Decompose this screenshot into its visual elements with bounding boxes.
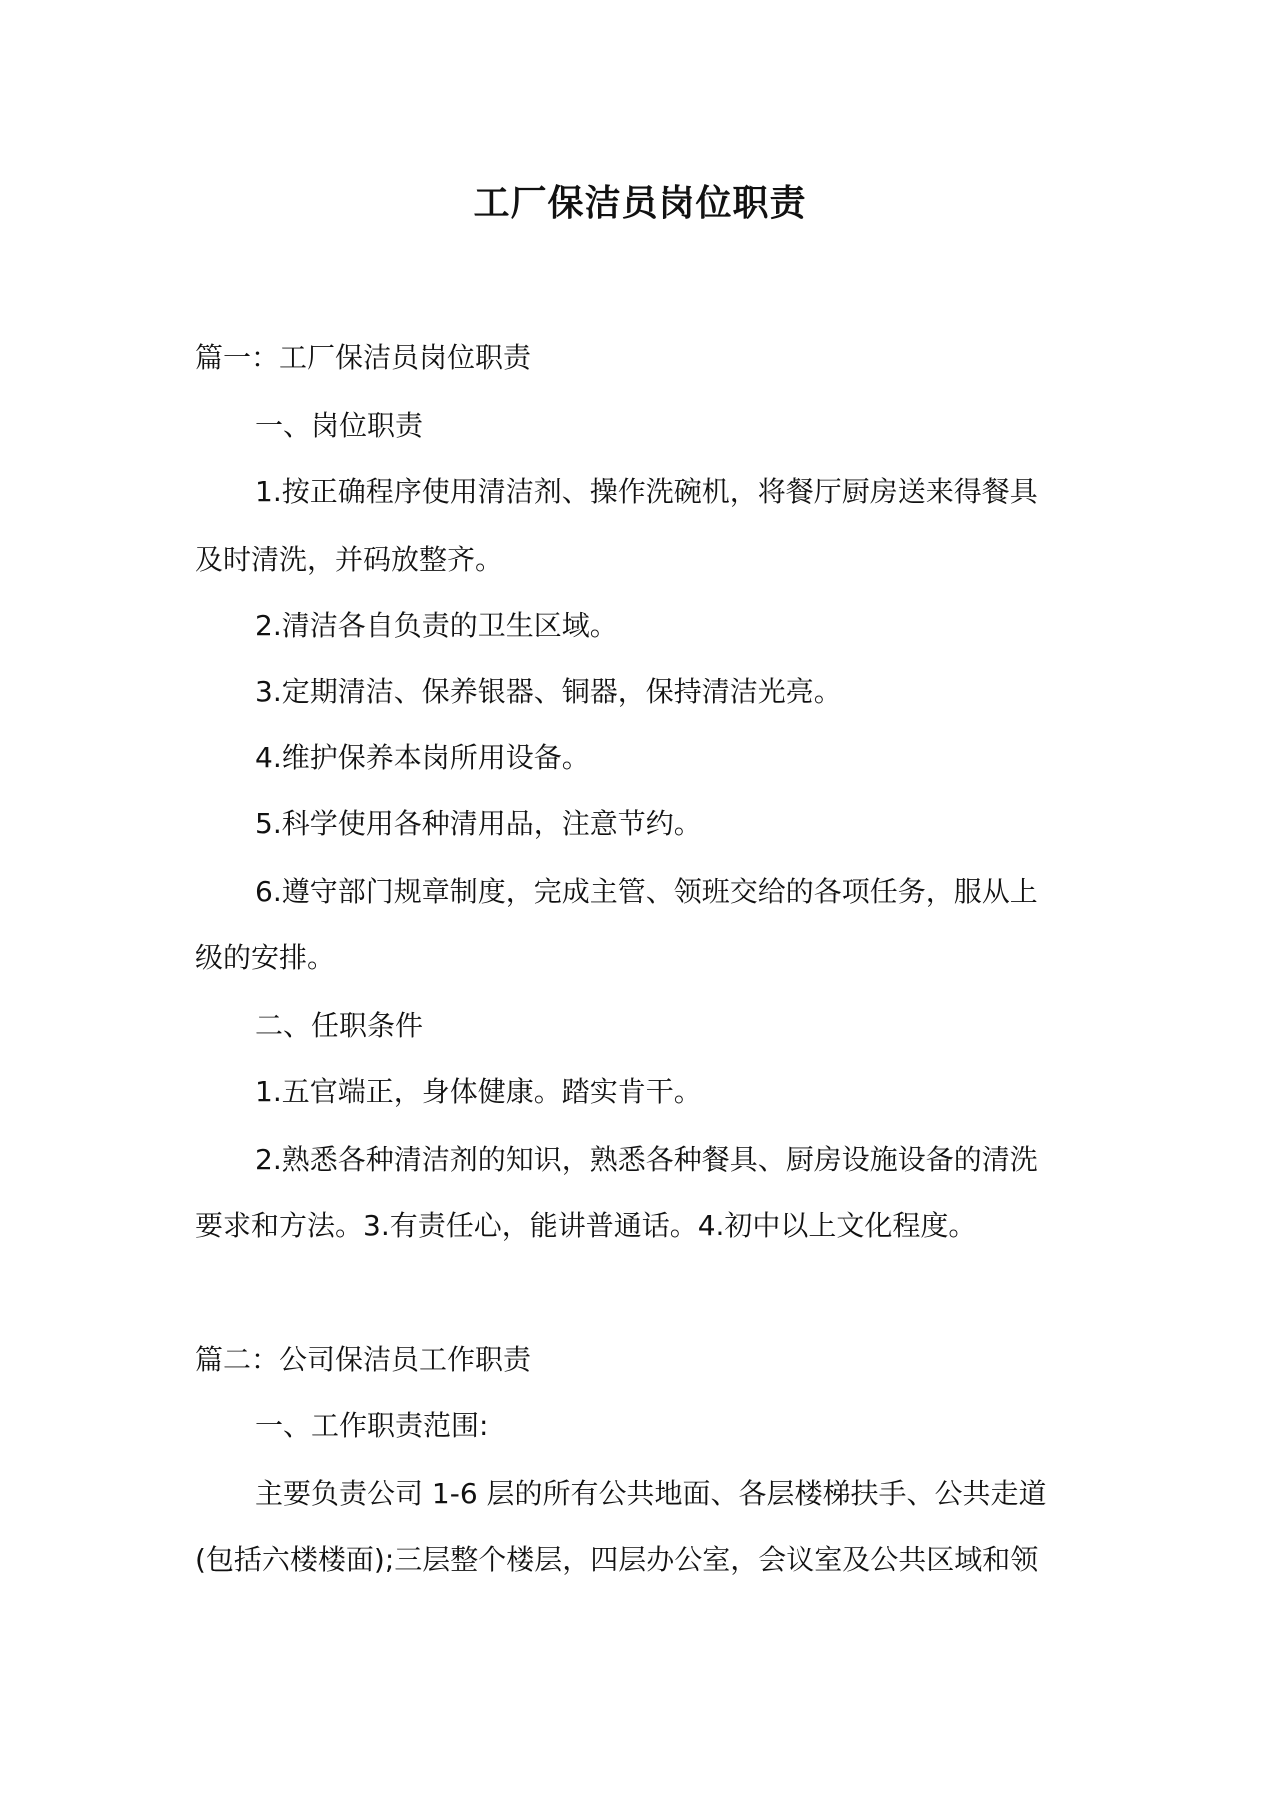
paragraph-line: (包括六楼楼面);三层整个楼层，四层办公室，会议室及公共区域和领 xyxy=(195,1543,1039,1576)
paragraph-line: 1.按正确程序使用清洁剂、操作洗碗机，将餐厅厨房送来得餐具 xyxy=(255,475,1038,508)
paragraph-line: 3.定期清洁、保养银器、铜器，保持清洁光亮。 xyxy=(255,675,842,708)
paragraph-line: 6.遵守部门规章制度，完成主管、领班交给的各项任务，服从上 xyxy=(255,875,1038,908)
paragraph-line: 及时清洗，并码放整齐。 xyxy=(195,543,504,576)
section-heading-2: 篇二：公司保洁员工作职责 xyxy=(195,1343,532,1376)
document-title: 工厂保洁员岗位职责 xyxy=(473,183,807,224)
paragraph-line: 2.熟悉各种清洁剂的知识，熟悉各种餐具、厨房设施设备的清洗 xyxy=(255,1143,1038,1176)
paragraph-line: 级的安排。 xyxy=(195,941,336,974)
subheading-requirements: 二、任职条件 xyxy=(255,1009,424,1042)
paragraph-line: 4.维护保养本岗所用设备。 xyxy=(255,741,590,774)
paragraph-line: 1.五官端正，身体健康。踏实肯干。 xyxy=(255,1075,702,1108)
paragraph-line: 2.清洁各自负责的卫生区域。 xyxy=(255,609,618,642)
subheading-duties: 一、岗位职责 xyxy=(255,409,424,442)
paragraph-line: 主要负责公司 1-6 层的所有公共地面、各层楼梯扶手、公共走道 xyxy=(255,1477,1047,1510)
paragraph-line: 要求和方法。3.有责任心，能讲普通话。4.初中以上文化程度。 xyxy=(195,1209,977,1242)
paragraph-line: 5.科学使用各种清用品，注意节约。 xyxy=(255,807,702,840)
section-heading-1: 篇一：工厂保洁员岗位职责 xyxy=(195,341,532,374)
subheading-scope: 一、工作职责范围: xyxy=(255,1409,489,1442)
